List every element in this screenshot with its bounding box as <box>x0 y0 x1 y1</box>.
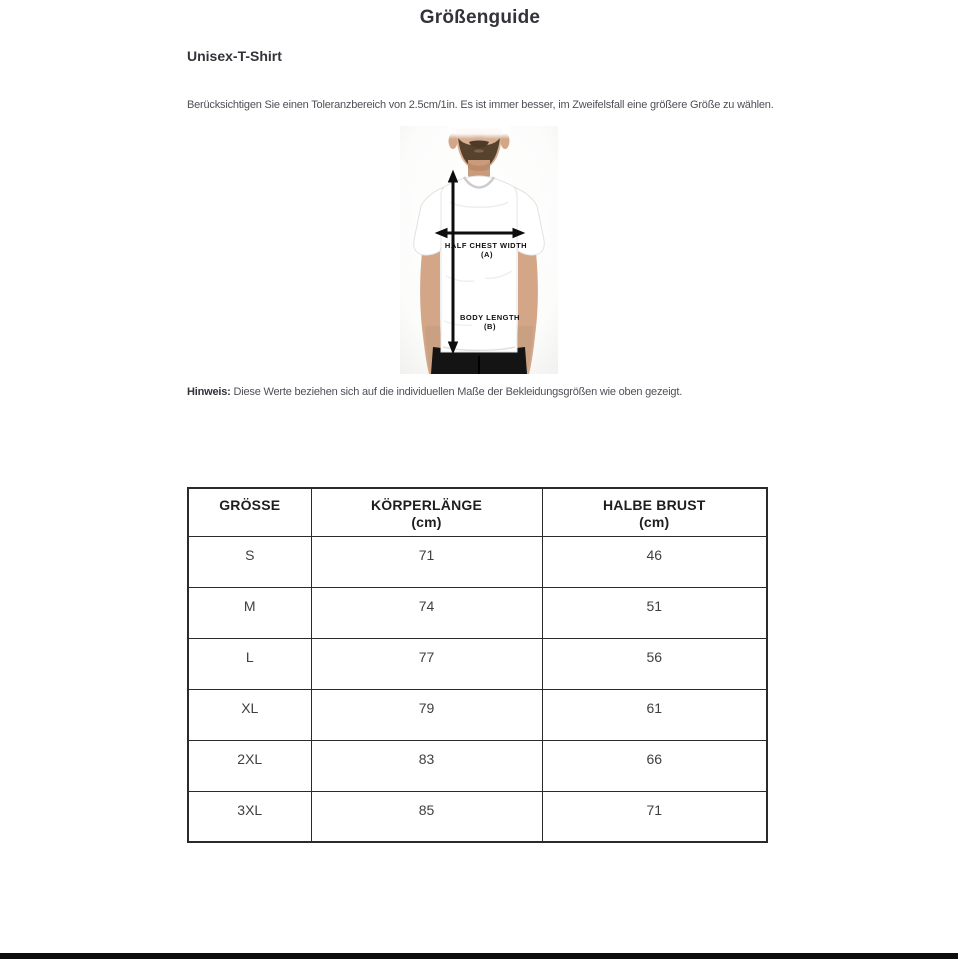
length-cell: 74 <box>311 587 542 638</box>
size-cell: XL <box>188 689 311 740</box>
column-header-half-chest <box>542 488 767 536</box>
product-subtitle: Unisex-T-Shirt <box>187 48 282 64</box>
half-chest-width-label: HALF CHEST WIDTH <box>444 241 528 250</box>
length-cell: 83 <box>311 740 542 791</box>
body-length-key: (B) <box>484 322 496 331</box>
chest-cell: 61 <box>542 689 767 740</box>
size-cell: M <box>188 587 311 638</box>
header-title: GRÖSSE <box>219 497 281 513</box>
table-row <box>188 536 767 587</box>
footer-bar <box>0 953 958 959</box>
column-header-body-length <box>311 488 542 536</box>
size-cell: 3XL <box>188 791 311 842</box>
length-cell: 77 <box>311 638 542 689</box>
chest-cell: 66 <box>542 740 767 791</box>
hint-label: Hinweis: <box>187 386 231 398</box>
length-cell: 85 <box>311 791 542 842</box>
table-row <box>188 587 767 638</box>
table-row <box>188 638 767 689</box>
body-length-label: BODY LENGTH <box>460 313 520 322</box>
length-cell: 79 <box>311 689 542 740</box>
header-title: HALBE BRUST <box>602 497 706 513</box>
header-unit: (cm) <box>411 514 442 530</box>
length-cell: 71 <box>311 536 542 587</box>
chest-cell: 46 <box>542 536 767 587</box>
column-header-size <box>188 488 311 536</box>
size-cell: 2XL <box>188 740 311 791</box>
page-title: Größenguide <box>419 7 541 28</box>
table-row <box>188 689 767 740</box>
size-cell: L <box>188 638 311 689</box>
size-table <box>187 487 768 843</box>
tshirt-diagram <box>400 126 558 374</box>
table-row <box>188 740 767 791</box>
chest-cell: 56 <box>542 638 767 689</box>
chest-cell: 71 <box>542 791 767 842</box>
half-chest-width-key: (A) <box>481 250 493 259</box>
header-unit: (cm) <box>639 514 670 530</box>
hint-text: Diese Werte beziehen sich auf die individuellen Maße der Bekleidungsgrößen wie oben gezeigt. <box>233 386 683 398</box>
hint-paragraph <box>187 383 807 401</box>
tolerance-paragraph: Berücksichtigen Sie einen Toleranzbereich von 2.5cm/1in. Es ist immer besser, im Zweifelsfall eine größere Größe zu wählen. <box>187 99 774 111</box>
table-row <box>188 791 767 842</box>
tshirt-measurement-image <box>400 126 558 374</box>
header-title: KÖRPERLÄNGE <box>370 497 483 513</box>
size-table-header-row <box>188 488 767 536</box>
chest-cell: 51 <box>542 587 767 638</box>
size-cell: S <box>188 536 311 587</box>
